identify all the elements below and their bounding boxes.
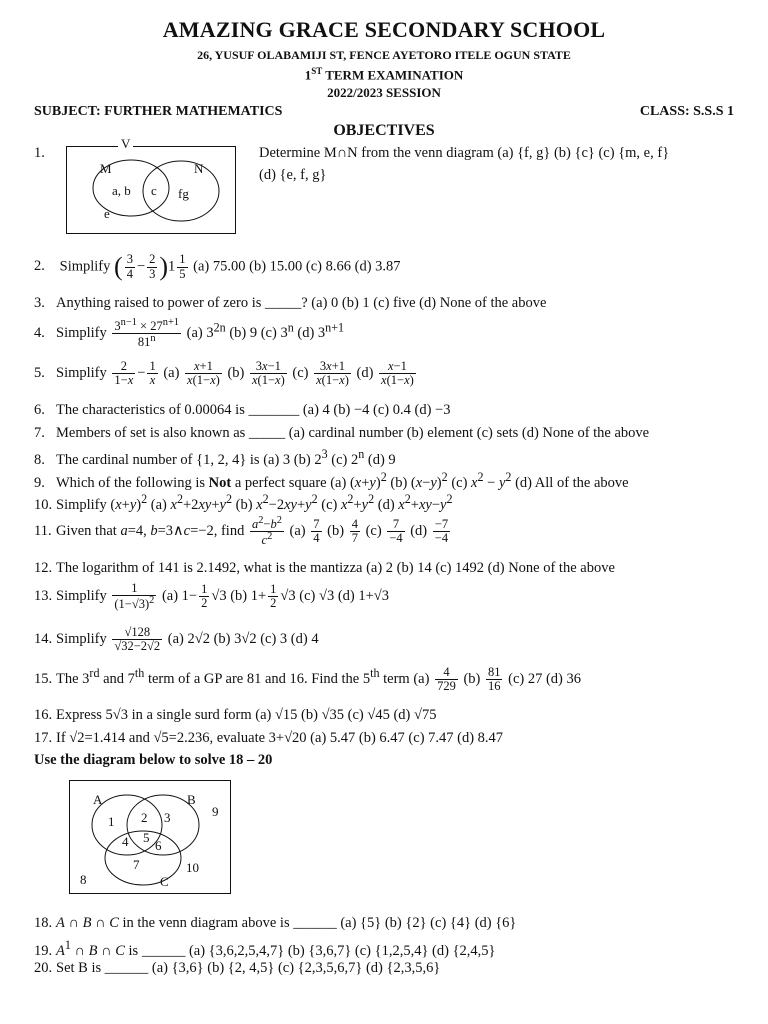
venn2-region-4: 4 — [122, 834, 129, 849]
subject-label: SUBJECT: FURTHER MATHEMATICS — [34, 104, 283, 119]
question-18: 18. A ∩ B ∩ C in the venn diagram above is ______ (a) {5} (b) {2} (c) {4} (d) {6} — [34, 915, 517, 931]
question-2-prefix: Simplify — [59, 258, 111, 275]
question-10: 10. Simplify $(x+y)^2$ (a) $x^2+2xy+y^2$ (b) $x^2-2xy+y^2$ (c) $x^2+y^2$ (d) $x^2+xy-y^2$ — [34, 492, 453, 513]
venn1-universal-label: V — [118, 136, 133, 152]
question-20: 20. Set B is ______ (a) {3,6} (b) {2, 4,5} (c) {2,3,5,6,7} (d) {2,3,5,6} — [34, 960, 441, 976]
question-8: 8. The cardinal number of {1, 2, 4} is (a) 3 (b) $2^3$ (c) 2$^n$ (d) 9 — [34, 447, 396, 468]
question-11: 11. Given that a=4, b=3∧c=−2, find $\frac{a^2-b^2}{c^2}$ (a) $\frac{7}{4}$ (b) $\frac{4}{7}$ (c) $\frac{7}{-4}$ (d) $\frac{-7}{-4}$ — [34, 515, 449, 548]
question-17: 17. If √2=1.414 and √5=2.236, evaluate 3+√20 (a) 5.47 (b) 6.47 (c) 7.47 (d) 8.47 — [34, 730, 504, 746]
class-label: CLASS: S.S.S 1 — [639, 104, 734, 119]
venn1-n-only: fg — [178, 186, 189, 201]
venn2-region-3: 3 — [164, 810, 171, 825]
venn2-region-2: 2 — [141, 810, 148, 825]
question-9: 9. Which of the following is Not a perfect square (a) $(x+y)^2$ (b) $(x-y)^2$ (c) $x^2 - y^2$ (d) All of the above — [34, 470, 629, 491]
question-number: 2. — [34, 258, 45, 275]
venn1-label-n: N — [194, 161, 204, 176]
venn2-region-5: 5 — [143, 830, 150, 845]
venn1-label-m: M — [100, 161, 112, 176]
question-16: 16. Express 5√3 in a single surd form (a) √15 (b) √35 (c) √45 (d) √75 — [34, 707, 437, 723]
question-19: 19. $A^1$ ∩ B ∩ C is ______ (a) {3,6,2,5,4,7} (b) {3,6,7} (c) {1,2,5,4} (d) {2,4,5} — [34, 938, 496, 959]
diagram-instruction: Use the diagram below to solve 18 – 20 — [34, 752, 273, 768]
school-address: 26, YUSUF OLABAMIJI ST, FENCE AYETORO ITELE OGUN STATE — [197, 48, 571, 62]
question-14: 14. Simplify $\frac{√128}{√32-2√2}$ (a) 2√2 (b) 3√2 (c) 3 (d) 4 — [34, 625, 319, 654]
question-3: 3. Anything raised to power of zero is _____? (a) 0 (b) 1 (c) five (d) None of the above — [34, 295, 547, 311]
venn2-region-7: 7 — [133, 857, 140, 872]
question-1-options: (d) {e, f, g} — [259, 167, 327, 183]
venn1-outside: e — [104, 206, 110, 221]
venn2-region-6: 6 — [155, 838, 162, 853]
question-7: 7. Members of set is also known as _____ (a) cardinal number (b) element (c) sets (d) None of the above — [34, 425, 650, 441]
question-2: 2. Simplify ( $\frac{3}{4}$ − $\frac{2}{3}$ )1 $\frac{1}{5}$ (a) 75.00 (b) 15.00 (c) 8.66 (d) 3.87 — [34, 252, 401, 281]
venn2-label-c: C — [160, 874, 169, 889]
question-12: 12. The logarithm of 141 is 2.1492, what is the mantizza (a) 2 (b) 14 (c) 1492 (d) None of the above — [34, 560, 615, 576]
venn2-region-9: 9 — [212, 804, 219, 819]
venn2-label-a: A — [93, 792, 103, 807]
venn2-label-b: B — [187, 792, 196, 807]
question-1-text: Determine M∩N from the venn diagram (a) {f, g} (b) {c} (c) {m, e, f} — [259, 145, 670, 161]
venn2-region-8: 8 — [80, 872, 87, 887]
venn2-region-1: 1 — [108, 814, 115, 829]
venn1-m-only: a, b — [112, 183, 131, 198]
question-2-options: (a) 75.00 (b) 15.00 (c) 8.66 (d) 3.87 — [193, 258, 401, 275]
question-number-1: 1. — [34, 145, 45, 161]
question-13: 13. Simplify $\frac{1}{(1-√3)^2}$ (a) 1− $\frac{1}{2}$ √3 (b) 1+ $\frac{1}{2}$ √3 (c) √3 (d) 1+√3 — [34, 581, 389, 612]
venn2-region-10: 10 — [186, 860, 199, 875]
question-6: 6. The characteristics of 0.00064 is _______ (a) 4 (b) −4 (c) 0.4 (d) −3 — [34, 402, 451, 418]
question-5: 5. Simplify $\frac{2}{1-x}$ − $\frac{1}{x}$ (a) $\frac{x+1}{x(1-x)}$ (b) $\frac{3x-1}{x(1-x)}$ (c) $\frac{3x+1}{x(1-x)}$ (d) $\frac{x-1}{x(1-x)}$ — [34, 359, 414, 388]
question-4: 4. Simplify $\frac{3^{n-1} \times 27^{n+1}}{81^n}$ (a) $3^{2n}$ (b) 9 (c) 3$^n$ (d) $3^{n+1}$ — [34, 317, 345, 350]
venn1-intersection: c — [151, 183, 157, 198]
section-title: OBJECTIVES — [333, 122, 435, 139]
question-3-text: Anything raised to power of zero is _____? (a) 0 (b) 1 (c) five (d) None of the above — [56, 295, 547, 311]
school-name: AMAZING GRACE SECONDARY SCHOOL — [162, 17, 606, 42]
exam-term: 1ST TERM EXAMINATION — [304, 66, 464, 83]
venn-circles-1 — [66, 146, 234, 232]
question-15: 15. The 3rd and 7th term of a GP are 81 and 16. Find the 5th term (a) $\frac{4}{729}$ (b) $\frac{81}{16}$ (c) 27 (d) 36 — [34, 665, 581, 694]
exam-session: 2022/2023 SESSION — [327, 85, 441, 100]
